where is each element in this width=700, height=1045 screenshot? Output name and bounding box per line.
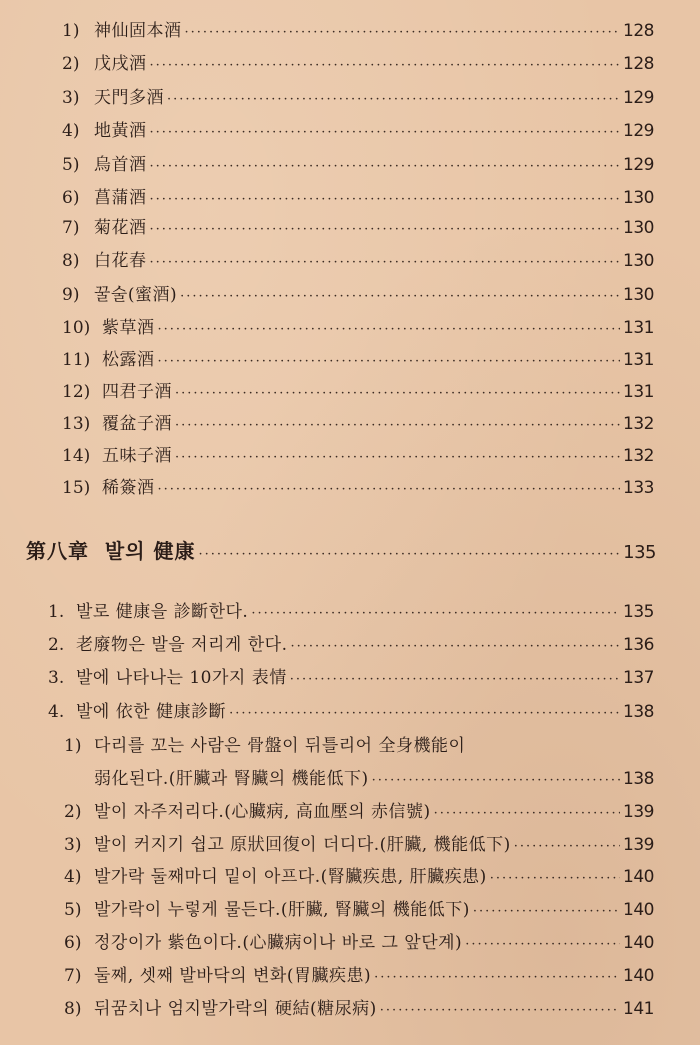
leader-dots: [251, 606, 620, 621]
subitem-number: 4): [64, 867, 82, 887]
leader-dots: [158, 322, 621, 337]
leader-dots: [380, 1003, 620, 1018]
chapter-page: 135: [623, 542, 656, 563]
entry-number: 4): [62, 121, 80, 141]
entry-title: 覆盆子酒: [102, 414, 172, 434]
subitem-page: 140: [623, 900, 654, 920]
subitem-title: 발가락이 누렇게 물든다.(肝臟, 腎臟의 機能低下): [94, 900, 470, 920]
entry-page: 130: [623, 218, 654, 238]
leader-dots: [150, 222, 621, 237]
subitem-page: 140: [623, 966, 654, 986]
section-page: 138: [623, 702, 654, 722]
entry-title: 神仙固本酒: [94, 21, 182, 41]
toc-entry: [62, 473, 654, 498]
entry-title: 地黃酒: [94, 121, 147, 141]
entry-number: 8): [62, 251, 80, 271]
subitem-title: 발이 자주저리다.(心臟病, 高血壓의 赤信號): [94, 802, 431, 822]
section-title: 老廢物은 발을 저리게 한다.: [76, 635, 288, 655]
leader-dots: [150, 255, 621, 270]
entry-page: 133: [623, 478, 654, 498]
toc-entry: [62, 377, 654, 402]
toc-subitem-first-line: [64, 731, 465, 756]
leader-dots: [158, 354, 621, 369]
entry-title: 菖蒲酒: [94, 188, 147, 208]
section-title: 발에 나타나는 10가지 表情: [76, 668, 287, 688]
toc-entry: [62, 150, 654, 175]
chapter-heading: [26, 535, 656, 564]
toc-subitem: [64, 994, 654, 1019]
toc-subitem: [64, 862, 654, 887]
entry-number: 2): [62, 54, 80, 74]
subitem-title: 다리를 꼬는 사람은 骨盤이 뒤틀리어 全身機能이: [94, 736, 466, 756]
subitem-title: 둘째, 셋째 발바닥의 변화(胃臟疾患): [94, 966, 372, 986]
entry-page: 128: [623, 54, 654, 74]
entry-title: 白花春: [94, 251, 147, 271]
entry-title: 天門多酒: [94, 88, 164, 108]
subitem-continuation: 弱化된다.(肝臟과 腎臟의 機能低下): [94, 769, 369, 789]
leader-dots: [291, 639, 621, 654]
entry-page: 130: [623, 251, 654, 271]
leader-dots: [150, 125, 621, 140]
entry-page: 129: [623, 121, 654, 141]
toc-entry: [62, 16, 654, 41]
leader-dots: [158, 482, 621, 497]
toc-entry: [62, 280, 654, 305]
toc-entry: [62, 116, 654, 141]
leader-dots: [465, 937, 620, 952]
entry-title: 烏首酒: [94, 155, 147, 175]
leader-dots: [167, 92, 620, 107]
subitem-page: 139: [623, 835, 654, 855]
leader-dots: [473, 904, 620, 919]
section-number: 3.: [48, 668, 65, 688]
subitem-number: 5): [64, 900, 82, 920]
entry-page: 128: [623, 21, 654, 41]
leader-dots: [434, 806, 620, 821]
toc-entry: [62, 441, 654, 466]
toc-entry: [62, 183, 654, 208]
toc-subitem-continuation: [94, 764, 654, 789]
entry-number: 11): [62, 350, 91, 370]
subitem-page: 140: [623, 933, 654, 953]
subitem-title: 정강이가 紫色이다.(心臟病이나 바로 그 앞단계): [94, 933, 463, 953]
leader-dots: [199, 547, 621, 562]
entry-title: 菊花酒: [94, 218, 147, 238]
subitem-number: 6): [64, 933, 82, 953]
entry-number: 9): [62, 285, 80, 305]
leader-dots: [150, 192, 621, 207]
subitem-number: 3): [64, 835, 82, 855]
toc-entry: [62, 345, 654, 370]
toc-entry: [62, 83, 654, 108]
leader-dots: [290, 672, 620, 687]
entry-page: 130: [623, 285, 654, 305]
subitem-page: 140: [623, 867, 654, 887]
leader-dots: [150, 58, 621, 73]
toc-entry: [62, 313, 654, 338]
subitem-number: 8): [64, 999, 82, 1019]
toc-section: [48, 597, 654, 622]
entry-page: 131: [623, 382, 654, 402]
leader-dots: [372, 773, 620, 788]
toc-entry: [62, 246, 654, 271]
toc-section: [48, 697, 654, 722]
entry-number: 3): [62, 88, 80, 108]
leader-dots: [175, 386, 620, 401]
toc-subitem: [64, 797, 654, 822]
section-title: 발로 健康을 診斷한다.: [76, 602, 249, 622]
leader-dots: [180, 289, 620, 304]
leader-dots: [229, 706, 620, 721]
toc-subitem: [64, 961, 654, 986]
entry-page: 130: [623, 188, 654, 208]
entry-page: 129: [623, 88, 654, 108]
section-page: 136: [623, 635, 654, 655]
toc-subitem: [64, 830, 654, 855]
entry-number: 5): [62, 155, 80, 175]
entry-title: 松露酒: [102, 350, 155, 370]
entry-title: 稀簽酒: [102, 478, 155, 498]
leader-dots: [374, 970, 620, 985]
subitem-page: 138: [623, 769, 654, 789]
section-page: 137: [623, 668, 654, 688]
entry-page: 132: [623, 446, 654, 466]
entry-number: 10): [62, 318, 91, 338]
subitem-title: 발가락 둘째마디 밑이 아프다.(腎臟疾患, 肝臟疾患): [94, 867, 487, 887]
subitem-page: 141: [623, 999, 654, 1019]
toc-section: [48, 630, 654, 655]
entry-number: 13): [62, 414, 91, 434]
entry-page: 132: [623, 414, 654, 434]
toc-entry: [62, 213, 654, 238]
leader-dots: [185, 25, 621, 40]
section-title: 발에 依한 健康診斷: [76, 702, 227, 722]
subitem-number: 7): [64, 966, 82, 986]
toc-entry: [62, 49, 654, 74]
entry-number: 15): [62, 478, 91, 498]
toc-entry: [62, 409, 654, 434]
toc-section: [48, 663, 654, 688]
subitem-number: 1): [64, 736, 82, 756]
subitem-title: 뒤꿈치나 엄지발가락의 硬結(糖尿病): [94, 999, 377, 1019]
leader-dots: [490, 871, 620, 886]
entry-title: 戊戌酒: [94, 54, 147, 74]
entry-number: 14): [62, 446, 91, 466]
section-number: 2.: [48, 635, 65, 655]
entry-number: 6): [62, 188, 80, 208]
entry-title: 五味子酒: [102, 446, 172, 466]
entry-number: 12): [62, 382, 91, 402]
leader-dots: [175, 418, 620, 433]
toc-subitem: [64, 895, 654, 920]
leader-dots: [150, 159, 621, 174]
entry-page: 129: [623, 155, 654, 175]
entry-title: 紫草酒: [102, 318, 155, 338]
entry-title: 四君子酒: [102, 382, 172, 402]
section-number: 1.: [48, 602, 65, 622]
subitem-title: 발이 커지기 쉽고 原狀回復이 더디다.(肝臟, 機能低下): [94, 835, 511, 855]
section-page: 135: [623, 602, 654, 622]
subitem-page: 139: [623, 802, 654, 822]
subitem-number: 2): [64, 802, 82, 822]
entry-number: 1): [62, 21, 80, 41]
leader-dots: [514, 839, 620, 854]
entry-title: 꿀술(蜜酒): [94, 285, 178, 305]
toc-subitem: [64, 928, 654, 953]
entry-page: 131: [623, 350, 654, 370]
entry-number: 7): [62, 218, 80, 238]
entry-page: 131: [623, 318, 654, 338]
leader-dots: [175, 450, 620, 465]
chapter-title: 第八章 발의 健康: [26, 539, 196, 563]
section-number: 4.: [48, 702, 65, 722]
